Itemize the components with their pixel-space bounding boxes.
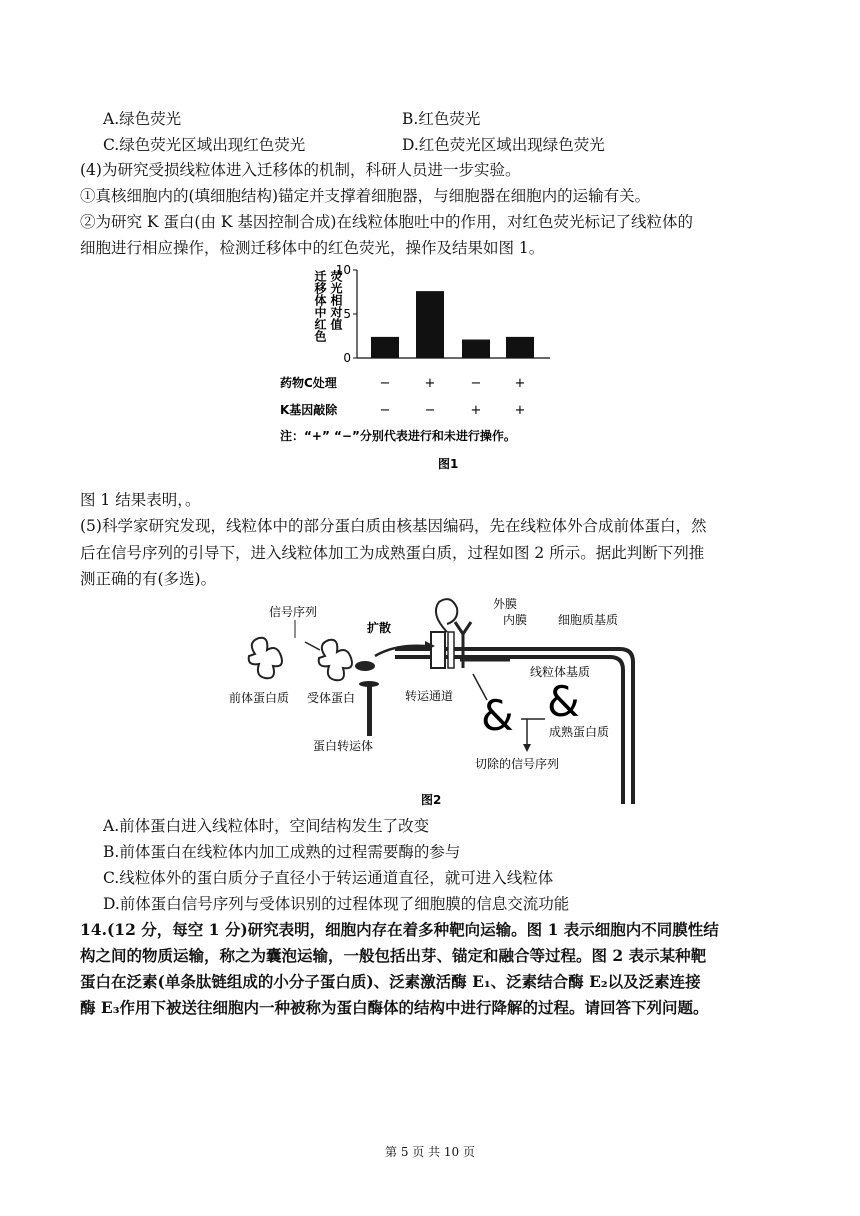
row-sign: − <box>379 403 391 418</box>
label-signal-sequence: 信号序列 <box>269 605 318 619</box>
q5-option-d: D.前体蛋白信号序列与受体识别的过程体现了细胞膜的信息交流功能 <box>103 895 570 913</box>
row-sign: − <box>470 376 482 391</box>
label-mito-matrix: 线粒体基质 <box>530 665 591 679</box>
q5-option-a: A.前体蛋白进入线粒体时，空间结构发生了改变 <box>103 817 430 835</box>
label-inner-membrane: 内膜 <box>503 613 528 627</box>
precursor-protein-shape <box>249 638 282 679</box>
row-sign: + <box>424 376 436 391</box>
q5-line2: 后在信号序列的引导下，进入线粒体加工为成熟蛋白质，过程如图 2 所示。据此判断下列推 <box>80 544 705 562</box>
y-axis-label-col1: 迁移体中红色 <box>313 270 327 342</box>
row-sign: − <box>424 403 436 418</box>
q3-option-c: C.绿色荧光区域出现红色荧光 <box>103 136 306 154</box>
q14-line3: 蛋白在泛素(单条肽链组成的小分子蛋白质)、泛素激活酶 E₁、泛素结合酶 E₂以及泛素连接 <box>80 972 701 991</box>
channel-wall <box>448 632 454 668</box>
q3-option-d: D.红色荧光区域出现绿色荧光 <box>402 136 605 154</box>
q5-line3: 测正确的有(多选)。 <box>80 570 217 588</box>
bar <box>462 340 490 358</box>
processing-protein-shape: & <box>481 691 514 740</box>
figure-2-caption: 图2 <box>421 793 442 807</box>
receptor-bound-shape <box>319 640 352 681</box>
signal-loop <box>436 599 457 632</box>
row-sign: + <box>470 403 482 418</box>
q5-option-c: C.线粒体外的蛋白质分子直径小于转运通道直径，就可进入线粒体 <box>103 869 554 887</box>
bar <box>416 291 444 358</box>
transporter-cap <box>359 681 379 687</box>
label-outer-membrane: 外膜 <box>493 597 518 611</box>
arrow-cut-head <box>523 744 531 752</box>
y-tick-label: 10 <box>335 263 351 277</box>
q14-line1: 14.(12 分，每空 1 分)研究表明，细胞内存在着多种靶向运输。图 1 表示细胞内不同膜性结 <box>80 920 719 939</box>
label-receptor: 受体蛋白 <box>307 691 356 705</box>
chart-note: 注：“+” “−”分别代表进行和未进行操作。 <box>280 429 516 443</box>
q5-line1: (5)科学家研究发现，线粒体中的部分蛋白质由核基因编码，先在线粒体外合成前体蛋白，然 <box>80 517 707 535</box>
row-sign: + <box>514 403 526 418</box>
bar <box>506 337 534 358</box>
y-tick-label: 0 <box>343 351 351 365</box>
q4-part2-line1: ②为研究 K 蛋白(由 K 基因控制合成)在线粒体胞吐中的作用，对红色荧光标记了线粒体的 <box>80 213 693 231</box>
page-footer: 第 5 页 共 10 页 <box>385 1145 475 1159</box>
q3-option-b: B.红色荧光 <box>402 110 481 128</box>
y-tick-label: 5 <box>343 307 351 321</box>
row-sign: + <box>514 376 526 391</box>
transport-channel-shape <box>431 632 445 668</box>
label-transporter: 蛋白转运体 <box>313 739 374 753</box>
label-precursor: 前体蛋白质 <box>229 691 290 705</box>
q4-intro: (4)为研究受损线粒体进入迁移体的机制，科研人员进一步实验。 <box>80 161 521 179</box>
figure-1-caption: 图1 <box>438 457 459 471</box>
q14-line4: 酶 E₃作用下被送往细胞内一种被称为蛋白酶体的结构中进行降解的过程。请回答下列问题。 <box>80 998 709 1017</box>
q4-part1: ①真核细胞内的(填细胞结构)锚定并支撑着细胞器，与细胞器在细胞内的运输有关。 <box>80 187 651 205</box>
q14-line2: 构之间的物质运输，称之为囊泡运输，一般包括出芽、锚定和融合等过程。图 2 表示某种靶 <box>80 946 707 965</box>
q5-option-b: B.前体蛋白在线粒体内加工成熟的过程需要酶的参与 <box>103 843 461 861</box>
receptor-protein-shape <box>355 661 375 671</box>
label-cytoplasm-matrix: 细胞质基质 <box>558 613 619 627</box>
row-label: 药物C处理 <box>280 376 337 390</box>
row-sign: − <box>379 376 391 391</box>
q3-option-a: A.绿色荧光 <box>103 110 182 128</box>
figure-1-result: 图 1 结果表明，。 <box>80 491 201 509</box>
y-axis-label-col2: 荧光相对值 <box>329 270 343 330</box>
label-cut-signal: 切除的信号序列 <box>475 757 560 771</box>
protein-transporter-shape <box>367 684 372 736</box>
label-mature: 成熟蛋白质 <box>549 725 610 739</box>
mature-protein-shape: & <box>547 677 580 726</box>
label-diffuse: 扩散 <box>367 621 392 635</box>
row-label: K基因敲除 <box>280 403 338 417</box>
figure-1-bar-chart <box>270 262 600 474</box>
bar <box>371 337 399 358</box>
figure-2-diagram <box>225 594 645 814</box>
label-channel: 转运通道 <box>405 689 454 703</box>
arrow-signal <box>305 642 320 650</box>
q4-part2-line2: 细胞进行相应操作，检测迁移体中的红色荧光，操作及结果如图 1。 <box>80 239 545 257</box>
